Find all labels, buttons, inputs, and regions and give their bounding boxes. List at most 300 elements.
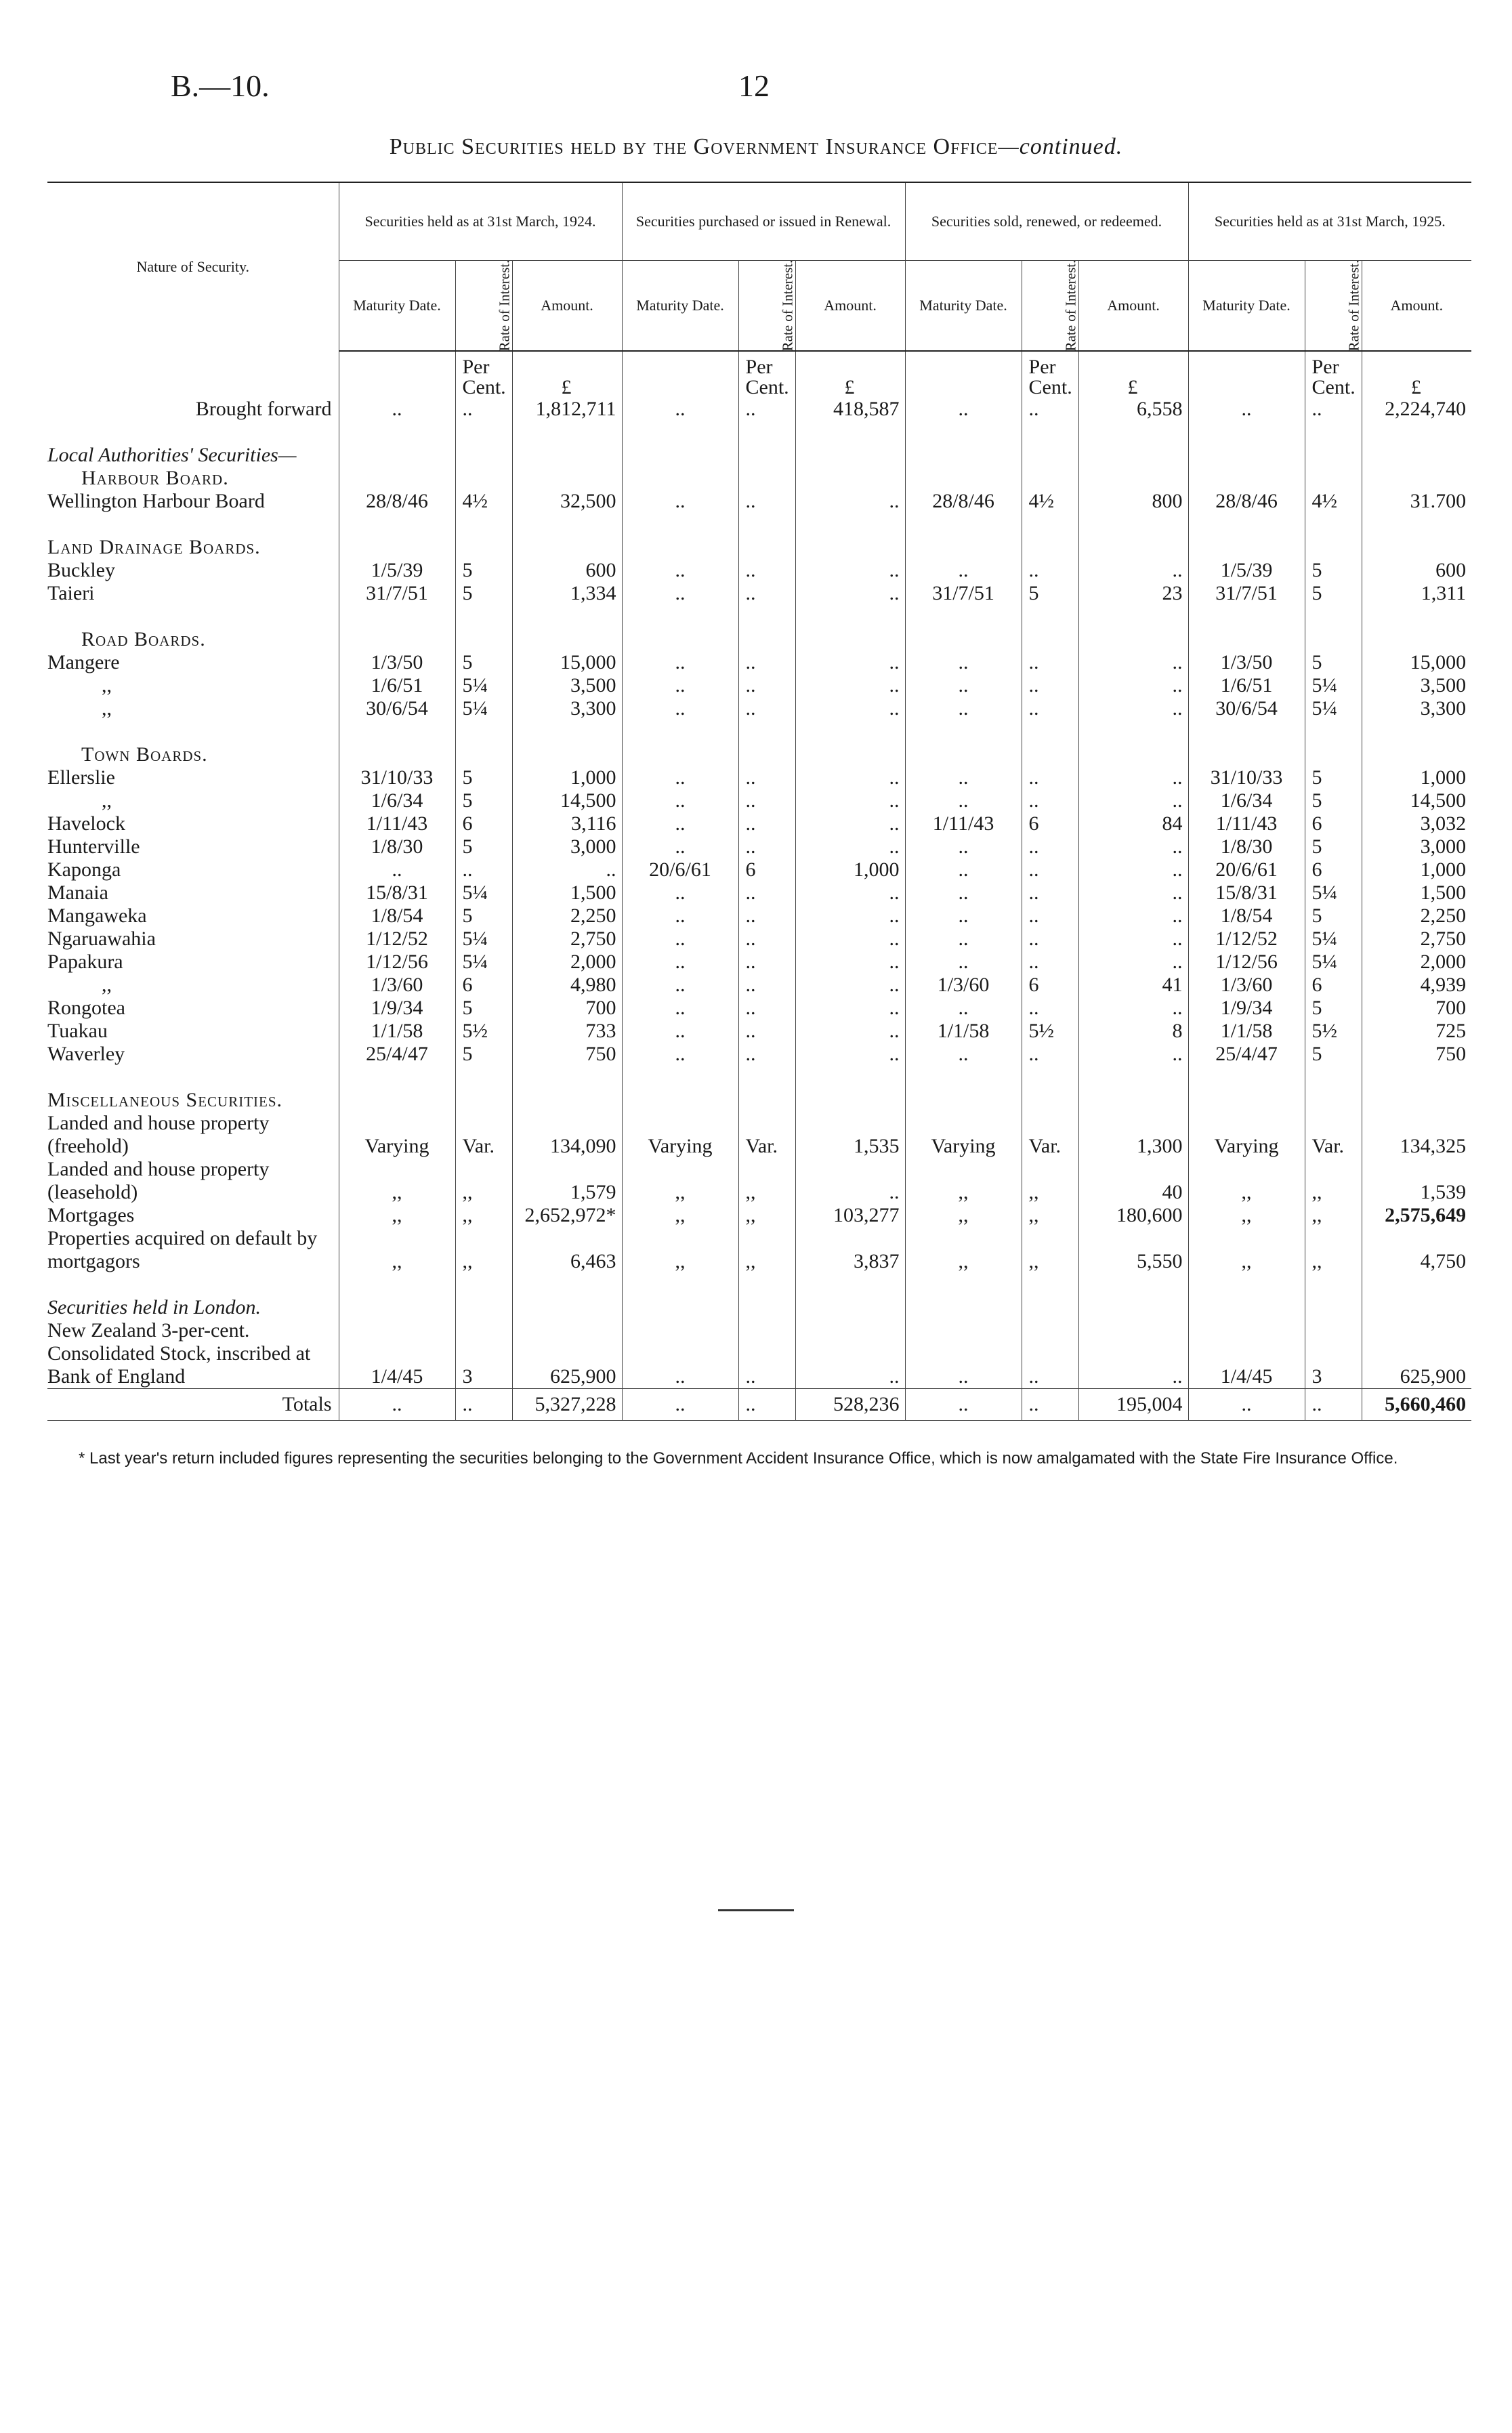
- empty-cell: [455, 720, 512, 766]
- amount-cell: ..: [795, 651, 905, 674]
- rate-cell: 5: [455, 766, 512, 789]
- empty-cell: [795, 1273, 905, 1319]
- maturity-cell: ..: [622, 951, 738, 974]
- amount-cell: ..: [795, 789, 905, 812]
- empty-cell: [1022, 720, 1078, 766]
- amount-cell: 23: [1078, 582, 1188, 605]
- row-label: Havelock: [47, 812, 125, 835]
- amount-cell: 3,500: [512, 674, 622, 697]
- rate-cell: ..: [1022, 1389, 1078, 1421]
- empty-cell: [1362, 467, 1471, 490]
- empty-cell: [795, 421, 905, 467]
- amount-cell: 2,250: [512, 904, 622, 928]
- amount-cell: 4,750: [1362, 1227, 1471, 1273]
- amount-cell: 750: [512, 1043, 622, 1066]
- empty-cell: [905, 467, 1022, 490]
- amount-cell: 15,000: [512, 651, 622, 674]
- end-rule: [718, 1909, 794, 1911]
- row-label: Mangaweka: [47, 904, 147, 927]
- empty-cell: [1305, 1066, 1362, 1112]
- amount-cell: ..: [795, 812, 905, 835]
- amount-cell: 725: [1362, 1020, 1471, 1043]
- rate-cell: 5¼: [455, 697, 512, 720]
- rate-cell: 5: [1305, 904, 1362, 928]
- rate-cell: 5¼: [455, 674, 512, 697]
- amount-cell: 5,327,228: [512, 1389, 622, 1421]
- amount-cell: ..: [1078, 651, 1188, 674]
- table-row: [47, 997, 1471, 1020]
- row-label: ,,: [102, 974, 112, 996]
- amount-cell: 1,000: [1362, 766, 1471, 789]
- amount-cell: ..: [1078, 928, 1188, 951]
- rate-cell: ..: [455, 398, 512, 421]
- table-row: [47, 951, 1471, 974]
- amount-cell: 84: [1078, 812, 1188, 835]
- rate-cell: ..: [1022, 928, 1078, 951]
- table-row: [47, 697, 1471, 720]
- amount-cell: 1,812,711: [512, 398, 622, 421]
- empty-cell: [1022, 1273, 1078, 1319]
- amount-cell: 15,000: [1362, 651, 1471, 674]
- amount-cell: 4,939: [1362, 974, 1471, 997]
- empty-cell: [738, 1066, 795, 1112]
- amount-cell: ..: [795, 951, 905, 974]
- empty-cell: [339, 1066, 455, 1112]
- maturity-cell: ,,: [339, 1204, 455, 1227]
- amount-cell: ..: [1078, 1043, 1188, 1066]
- table-row: [47, 1043, 1471, 1066]
- empty-cell: [1188, 605, 1305, 651]
- rate-cell: ,,: [1022, 1204, 1078, 1227]
- empty-cell: [512, 467, 622, 490]
- maturity-cell: 31/7/51: [905, 582, 1022, 605]
- empty-cell: [455, 1273, 512, 1319]
- section-heading-row: [47, 467, 1471, 490]
- rate-cell: ,,: [1305, 1227, 1362, 1273]
- section-heading: Land Drainage Boards.: [47, 536, 261, 558]
- col-amount-header: Amount.: [1078, 261, 1188, 352]
- empty-cell: [795, 513, 905, 559]
- empty-cell: [1078, 513, 1188, 559]
- col-nature-header: Nature of Security.: [47, 182, 339, 351]
- maturity-cell: ..: [1188, 398, 1305, 421]
- empty-cell: [1362, 605, 1471, 651]
- maturity-cell: 1/1/58: [339, 1020, 455, 1043]
- maturity-cell: ..: [905, 789, 1022, 812]
- maturity-cell: ..: [905, 904, 1022, 928]
- maturity-cell: 1/3/60: [339, 974, 455, 997]
- col-rate-header: Rate of Interest.: [455, 261, 512, 352]
- maturity-cell: ..: [905, 766, 1022, 789]
- maturity-cell: ..: [905, 997, 1022, 1020]
- amount-cell: 1,535: [795, 1112, 905, 1158]
- amount-cell: 3,300: [512, 697, 622, 720]
- maturity-cell: ..: [905, 858, 1022, 881]
- rate-cell: ..: [738, 997, 795, 1020]
- rate-cell: 5: [1305, 789, 1362, 812]
- maturity-cell: 25/4/47: [339, 1043, 455, 1066]
- maturity-cell: ,,: [622, 1158, 738, 1204]
- maturity-cell: 28/8/46: [905, 490, 1022, 513]
- row-label: New Zealand 3-per-cent. Consolidated Stock, inscribed at Bank of England: [47, 1319, 311, 1388]
- empty-cell: [1022, 467, 1078, 490]
- amount-cell: 3,300: [1362, 697, 1471, 720]
- unit-pound: £: [795, 351, 905, 398]
- amount-cell: ..: [795, 697, 905, 720]
- empty-cell: [339, 421, 455, 467]
- rate-cell: 3: [1305, 1319, 1362, 1389]
- maturity-cell: ..: [905, 881, 1022, 904]
- maturity-cell: ..: [622, 582, 738, 605]
- rate-cell: ..: [738, 697, 795, 720]
- amount-cell: 2,575,649: [1362, 1204, 1471, 1227]
- row-label: Landed and house property (leasehold): [47, 1158, 270, 1203]
- empty-cell: [795, 1066, 905, 1112]
- empty-cell: [1362, 1273, 1471, 1319]
- amount-cell: 733: [512, 1020, 622, 1043]
- amount-cell: 1,579: [512, 1158, 622, 1204]
- amount-cell: ..: [795, 904, 905, 928]
- rate-cell: ..: [738, 1020, 795, 1043]
- maturity-cell: 1/8/30: [339, 835, 455, 858]
- rate-cell: ..: [1022, 674, 1078, 697]
- rate-cell: ..: [738, 812, 795, 835]
- empty-cell: [905, 421, 1022, 467]
- rate-cell: 5: [1305, 766, 1362, 789]
- rate-cell: ,,: [738, 1158, 795, 1204]
- rate-cell: ..: [738, 789, 795, 812]
- amount-cell: 1,000: [795, 858, 905, 881]
- rate-cell: 5¼: [1305, 928, 1362, 951]
- maturity-cell: ,,: [1188, 1227, 1305, 1273]
- row-label: Wellington Harbour Board: [47, 490, 265, 512]
- table-row: [47, 1319, 1471, 1389]
- maturity-cell: 1/12/56: [339, 951, 455, 974]
- maturity-cell: 1/3/50: [1188, 651, 1305, 674]
- rate-cell: ..: [1022, 1319, 1078, 1389]
- maturity-cell: 25/4/47: [1188, 1043, 1305, 1066]
- amount-cell: ..: [1078, 881, 1188, 904]
- amount-cell: ..: [795, 582, 905, 605]
- maturity-cell: 20/6/61: [1188, 858, 1305, 881]
- empty-cell: [339, 467, 455, 490]
- amount-cell: ..: [1078, 674, 1188, 697]
- col-maturity-header: Maturity Date.: [339, 261, 455, 352]
- amount-cell: ..: [1078, 997, 1188, 1020]
- table-row: [47, 881, 1471, 904]
- amount-cell: 1,500: [1362, 881, 1471, 904]
- rate-cell: ..: [1022, 997, 1078, 1020]
- amount-cell: ..: [795, 928, 905, 951]
- amount-cell: 3,000: [1362, 835, 1471, 858]
- rate-cell: ..: [1022, 766, 1078, 789]
- rate-cell: ..: [455, 858, 512, 881]
- empty-cell: [512, 421, 622, 467]
- empty-cell: [622, 421, 738, 467]
- rate-cell: ..: [738, 490, 795, 513]
- maturity-cell: ..: [622, 928, 738, 951]
- row-label: ,,: [102, 674, 112, 696]
- amount-cell: ..: [1078, 835, 1188, 858]
- maturity-cell: 1/1/58: [1188, 1020, 1305, 1043]
- amount-cell: ..: [795, 766, 905, 789]
- row-label: Mangere: [47, 651, 120, 673]
- amount-cell: 5,550: [1078, 1227, 1188, 1273]
- rate-cell: ,,: [1022, 1227, 1078, 1273]
- rate-cell: 5: [1305, 651, 1362, 674]
- amount-cell: 14,500: [1362, 789, 1471, 812]
- maturity-cell: ..: [905, 697, 1022, 720]
- maturity-cell: 31/10/33: [339, 766, 455, 789]
- maturity-cell: 1/12/52: [339, 928, 455, 951]
- maturity-cell: 20/6/61: [622, 858, 738, 881]
- amount-cell: 103,277: [795, 1204, 905, 1227]
- maturity-cell: 1/12/52: [1188, 928, 1305, 951]
- maturity-cell: ..: [905, 674, 1022, 697]
- rate-cell: ..: [738, 974, 795, 997]
- empty-cell: [339, 720, 455, 766]
- row-label: Mortgages: [47, 1204, 135, 1226]
- empty-cell: [512, 1066, 622, 1112]
- col-amount-header: Amount.: [795, 261, 905, 352]
- maturity-cell: ..: [905, 1319, 1022, 1389]
- empty-cell: [455, 605, 512, 651]
- col-maturity-header: Maturity Date.: [905, 261, 1022, 352]
- table-row: [47, 928, 1471, 951]
- empty-cell: [1305, 421, 1362, 467]
- empty-cell: [738, 513, 795, 559]
- rate-cell: ..: [738, 651, 795, 674]
- section-heading-row: [47, 421, 1471, 467]
- amount-cell: ..: [795, 1043, 905, 1066]
- rate-cell: 5: [455, 997, 512, 1020]
- amount-cell: 3,500: [1362, 674, 1471, 697]
- maturity-cell: 1/3/60: [1188, 974, 1305, 997]
- section-heading-row: [47, 1066, 1471, 1112]
- col-maturity-header: Maturity Date.: [1188, 261, 1305, 352]
- unit-pound: £: [1362, 351, 1471, 398]
- amount-cell: ..: [795, 881, 905, 904]
- empty-cell: [795, 605, 905, 651]
- rate-cell: ,,: [1305, 1204, 1362, 1227]
- rate-cell: ..: [1022, 697, 1078, 720]
- section-heading: Securities held in London.: [47, 1296, 261, 1318]
- amount-cell: 40: [1078, 1158, 1188, 1204]
- amount-cell: ..: [795, 1020, 905, 1043]
- table-row: [47, 490, 1471, 513]
- amount-cell: 3,032: [1362, 812, 1471, 835]
- maturity-cell: ..: [622, 881, 738, 904]
- rate-cell: ,,: [455, 1227, 512, 1273]
- amount-cell: 3,837: [795, 1227, 905, 1273]
- rate-cell: 6: [455, 974, 512, 997]
- amount-cell: 625,900: [1362, 1319, 1471, 1389]
- footnote: * Last year's return included figures representing the securities belonging to the Government Accident Insurance Office, which is now amalgamated with the State Fire Insurance Office.: [79, 1449, 1398, 1468]
- table-row: [47, 674, 1471, 697]
- maturity-cell: 1/11/43: [905, 812, 1022, 835]
- maturity-cell: ,,: [339, 1158, 455, 1204]
- empty-cell: [622, 1066, 738, 1112]
- maturity-cell: ,,: [905, 1227, 1022, 1273]
- table-row: [47, 766, 1471, 789]
- maturity-cell: ..: [622, 1043, 738, 1066]
- amount-cell: ..: [795, 1158, 905, 1204]
- maturity-cell: ..: [905, 559, 1022, 582]
- unit-per-cent: Per Cent.: [1305, 351, 1362, 398]
- maturity-cell: ..: [622, 697, 738, 720]
- rate-cell: ,,: [455, 1204, 512, 1227]
- amount-cell: 528,236: [795, 1389, 905, 1421]
- maturity-cell: ,,: [905, 1158, 1022, 1204]
- unit-per-cent: Per Cent.: [455, 351, 512, 398]
- rate-cell: 5¼: [1305, 674, 1362, 697]
- empty-cell: [905, 1066, 1022, 1112]
- amount-cell: ..: [795, 1319, 905, 1389]
- section-heading-row: [47, 720, 1471, 766]
- empty-cell: [1188, 513, 1305, 559]
- row-label: ,,: [102, 789, 112, 812]
- table-row: [47, 812, 1471, 835]
- section-heading: Miscellaneous Securities.: [47, 1089, 283, 1111]
- amount-cell: 2,250: [1362, 904, 1471, 928]
- table-row: [47, 789, 1471, 812]
- table-row: [47, 398, 1471, 421]
- amount-cell: 2,000: [1362, 951, 1471, 974]
- amount-cell: ..: [795, 490, 905, 513]
- amount-cell: 1,000: [1362, 858, 1471, 881]
- rate-cell: ..: [1022, 881, 1078, 904]
- amount-cell: ..: [795, 835, 905, 858]
- rate-cell: 6: [1022, 974, 1078, 997]
- group-header-held-1924: Securities held as at 31st March, 1924.: [339, 182, 622, 261]
- maturity-cell: ..: [1188, 1389, 1305, 1421]
- row-label: Buckley: [47, 559, 115, 581]
- rate-cell: ..: [738, 835, 795, 858]
- maturity-cell: 1/8/30: [1188, 835, 1305, 858]
- empty-cell: [738, 1273, 795, 1319]
- empty-cell: [622, 605, 738, 651]
- row-label: Ellerslie: [47, 766, 115, 789]
- table-row: [47, 974, 1471, 997]
- col-rate-header: Rate of Interest.: [1305, 261, 1362, 352]
- maturity-cell: ..: [622, 812, 738, 835]
- maturity-cell: Varying: [905, 1112, 1022, 1158]
- amount-cell: 700: [512, 997, 622, 1020]
- rate-cell: ..: [738, 398, 795, 421]
- maturity-cell: Varying: [339, 1112, 455, 1158]
- rate-cell: ,,: [455, 1158, 512, 1204]
- col-rate-header: Rate of Interest.: [738, 261, 795, 352]
- row-label: Taieri: [47, 582, 95, 604]
- maturity-cell: 28/8/46: [1188, 490, 1305, 513]
- amount-cell: 14,500: [512, 789, 622, 812]
- maturity-cell: ..: [622, 904, 738, 928]
- rate-cell: ..: [1022, 1043, 1078, 1066]
- maturity-cell: ..: [905, 928, 1022, 951]
- table-row: [47, 904, 1471, 928]
- empty-cell: [455, 421, 512, 467]
- empty-cell: [738, 421, 795, 467]
- amount-cell: 418,587: [795, 398, 905, 421]
- empty-cell: [795, 720, 905, 766]
- rate-cell: ..: [1022, 904, 1078, 928]
- maturity-cell: 1/8/54: [1188, 904, 1305, 928]
- maturity-cell: 31/10/33: [1188, 766, 1305, 789]
- maturity-cell: 1/5/39: [339, 559, 455, 582]
- maturity-cell: 1/8/54: [339, 904, 455, 928]
- amount-cell: 600: [512, 559, 622, 582]
- rate-cell: ..: [738, 1389, 795, 1421]
- row-label: Manaia: [47, 881, 108, 904]
- row-label: Rongotea: [47, 997, 125, 1019]
- amount-cell: 1,500: [512, 881, 622, 904]
- section-heading: Town Boards.: [81, 743, 208, 766]
- amount-cell: 8: [1078, 1020, 1188, 1043]
- section-heading: Road Boards.: [81, 628, 206, 650]
- maturity-cell: ..: [905, 1043, 1022, 1066]
- table-row: [47, 559, 1471, 582]
- amount-cell: ..: [1078, 559, 1188, 582]
- maturity-cell: ,,: [905, 1204, 1022, 1227]
- empty-cell: [512, 605, 622, 651]
- row-label: Properties acquired on default by mortgagors: [47, 1227, 318, 1272]
- amount-cell: 2,224,740: [1362, 398, 1471, 421]
- group-header-sold: Securities sold, renewed, or redeemed.: [905, 182, 1188, 261]
- rate-cell: Var.: [455, 1112, 512, 1158]
- col-maturity-header: Maturity Date.: [622, 261, 738, 352]
- amount-cell: 32,500: [512, 490, 622, 513]
- amount-cell: ..: [1078, 858, 1188, 881]
- rate-cell: ..: [1022, 398, 1078, 421]
- empty-cell: [1305, 720, 1362, 766]
- maturity-cell: ..: [622, 1389, 738, 1421]
- maturity-cell: ..: [622, 651, 738, 674]
- empty-cell: [795, 467, 905, 490]
- maturity-cell: ..: [622, 490, 738, 513]
- maturity-cell: ..: [622, 835, 738, 858]
- empty-cell: [738, 720, 795, 766]
- rate-cell: ..: [738, 674, 795, 697]
- maturity-cell: 1/11/43: [339, 812, 455, 835]
- row-label: Waverley: [47, 1043, 125, 1065]
- empty-cell: [1078, 605, 1188, 651]
- maturity-cell: ..: [622, 974, 738, 997]
- maturity-cell: ,,: [622, 1227, 738, 1273]
- maturity-cell: 30/6/54: [1188, 697, 1305, 720]
- rate-cell: Var.: [1022, 1112, 1078, 1158]
- rate-cell: 5: [455, 835, 512, 858]
- rate-cell: 5: [1305, 559, 1362, 582]
- rate-cell: 6: [738, 858, 795, 881]
- rate-cell: ..: [1022, 651, 1078, 674]
- empty-cell: [455, 467, 512, 490]
- maturity-cell: 1/6/51: [1188, 674, 1305, 697]
- empty-cell: [622, 513, 738, 559]
- maturity-cell: 31/7/51: [1188, 582, 1305, 605]
- section-heading: Local Authorities' Securities—: [47, 444, 297, 466]
- amount-cell: ..: [795, 559, 905, 582]
- empty-cell: [512, 513, 622, 559]
- rate-cell: 6: [455, 812, 512, 835]
- maturity-cell: ..: [622, 997, 738, 1020]
- rate-cell: 6: [1305, 974, 1362, 997]
- units-row: [47, 351, 1471, 398]
- empty-cell: [1305, 1273, 1362, 1319]
- rate-cell: ..: [1022, 559, 1078, 582]
- maturity-cell: ..: [905, 835, 1022, 858]
- empty-cell: [622, 720, 738, 766]
- empty-cell: [1305, 467, 1362, 490]
